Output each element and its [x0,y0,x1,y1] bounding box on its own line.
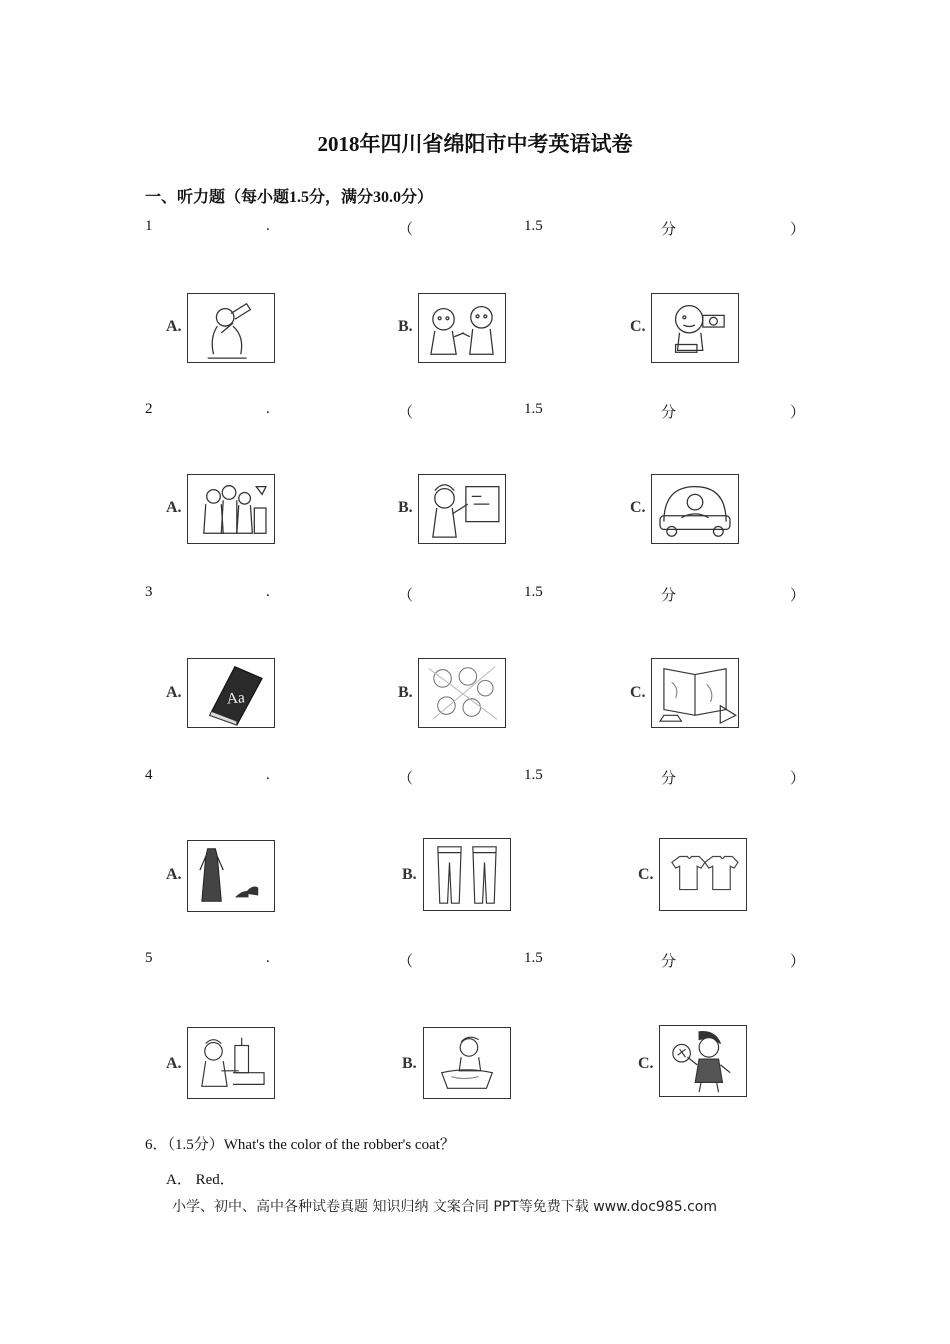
option-b-label: B. [398,499,413,516]
question-dot: . [266,218,270,234]
question-dot: . [266,401,270,417]
question-score: 1.5 [524,584,543,600]
option-c-label: C. [638,866,654,883]
paren-open: （ [398,954,414,970]
question-score: 1.5 [524,218,543,234]
option-b-label: B. [398,684,413,701]
option-c-image-child-playing-ball[interactable] [659,1025,747,1097]
option-a-label: A. [166,1055,182,1072]
question-number: 5 [145,950,153,966]
question-3-row [0,584,950,606]
option-b-label: B. [402,866,417,883]
question-1-row [0,218,950,240]
paren-close: ） [790,222,806,238]
question-score: 1.5 [524,950,543,966]
book-cover-text: Aa [225,689,246,708]
question-number: 2 [145,401,153,417]
footer-advert: 小学、初中、高中各种试卷真题 知识归纳 文案合同 PPT等免费下载 www.doc985.com [172,1199,717,1215]
option-b-label: B. [402,1055,417,1072]
option-a-label: A. [166,684,182,701]
option-b-image-two-kids-talking[interactable] [418,293,506,363]
question-number: 1 [145,218,153,234]
question-score: 1.5 [524,767,543,783]
option-c-image-child-with-camera[interactable] [651,293,739,363]
paren-open: （ [398,588,414,604]
option-b-label: B. [398,318,413,335]
question-6-text: 6．（1.5分）What's the color of the robber's coat？ [145,1137,455,1153]
score-unit: 分 [661,222,677,238]
question-number: 4 [145,767,153,783]
question-4-row [0,767,950,789]
score-unit: 分 [661,771,677,787]
option-a-image-dictionary-book[interactable] [187,658,275,728]
option-a-label: A. [166,318,182,335]
option-a-image-person-drinking[interactable] [187,293,275,363]
paren-open: （ [398,405,414,421]
paren-close: ） [790,771,806,787]
paren-close: ） [790,405,806,421]
option-b-image-teacher-at-board[interactable] [418,474,506,544]
paren-open: （ [398,771,414,787]
option-c-image-map-with-ruler[interactable] [651,658,739,728]
option-a-label: A. [166,499,182,516]
question-5-row [0,950,950,972]
question-2-row [0,401,950,423]
page-title: 2018年四川省绵阳市中考英语试卷 [317,132,633,156]
option-b-image-child-washing-clothes[interactable] [423,1027,511,1099]
section-heading: 一、听力题（每小题1.5分，满分30.0分） [145,189,434,206]
paren-open: （ [398,222,414,238]
score-unit: 分 [661,405,677,421]
option-b-image-two-pairs-of-trousers[interactable] [423,838,511,911]
option-a-image-person-sewing[interactable] [187,1027,275,1099]
option-a-label: A. [166,866,182,883]
option-a-image-family-group[interactable] [187,474,275,544]
option-c-label: C. [630,318,646,335]
question-number: 3 [145,584,153,600]
option-c-label: C. [638,1055,654,1072]
option-c-label: C. [630,499,646,516]
paren-close: ） [790,954,806,970]
option-a-image-dress-and-shoes[interactable] [187,840,275,912]
question-score: 1.5 [524,401,543,417]
question-6-option-a[interactable]: A． Red． [166,1172,235,1188]
score-unit: 分 [661,588,677,604]
option-c-image-two-t-shirts[interactable] [659,838,747,911]
question-dot: . [266,950,270,966]
option-c-label: C. [630,684,646,701]
option-c-image-driver-in-car[interactable] [651,474,739,544]
question-dot: . [266,584,270,600]
paren-close: ） [790,588,806,604]
option-b-image-comic-faces[interactable] [418,658,506,728]
question-dot: . [266,767,270,783]
score-unit: 分 [661,954,677,970]
